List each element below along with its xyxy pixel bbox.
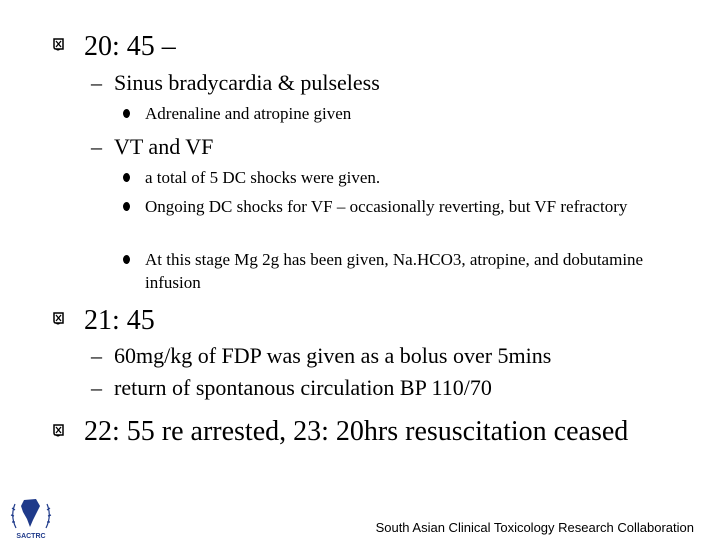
dot-bullet-icon	[123, 202, 130, 211]
item-21-45: 21: 45	[84, 305, 155, 336]
sub-fdp-bolus: 60mg/kg of FDP was given as a bolus over 5mins	[114, 343, 552, 368]
dot-bullet-icon	[123, 255, 130, 264]
item-22-55: 22: 55 re arrested, 23: 20hrs resuscitation ceased	[84, 416, 629, 447]
footer-org: South Asian Clinical Toxicology Research Collaboration	[375, 520, 694, 535]
scroll-bullet-icon	[52, 424, 66, 438]
point-mg-given: At this stage Mg 2g has been given, Na.HCO3, atropine, and dobutamine infusion	[145, 250, 644, 292]
logo-text: SACTRC	[16, 533, 46, 540]
dot-bullet-icon	[123, 109, 130, 118]
dash-bullet: –	[91, 375, 102, 400]
scroll-bullet-icon	[52, 38, 66, 52]
dash-bullet: –	[91, 70, 102, 95]
scroll-bullet-icon	[52, 312, 66, 326]
sub-vt-vf: VT and VF	[114, 134, 214, 159]
item-20-45: 20: 45 –	[84, 31, 176, 62]
sub-sinus-bradycardia: Sinus bradycardia & pulseless	[114, 70, 380, 95]
dot-bullet-icon	[123, 173, 130, 182]
point-ongoing-dc: Ongoing DC shocks for VF – occasionally reverting, but VF refractory	[145, 197, 628, 216]
sactrc-logo	[6, 490, 56, 540]
point-dc-shocks: a total of 5 DC shocks were given.	[145, 168, 381, 187]
point-adrenaline: Adrenaline and atropine given	[145, 104, 352, 123]
sub-return-circulation: return of spontanous circulation BP 110/70	[114, 375, 492, 400]
dash-bullet: –	[91, 134, 102, 159]
dash-bullet: –	[91, 343, 102, 368]
